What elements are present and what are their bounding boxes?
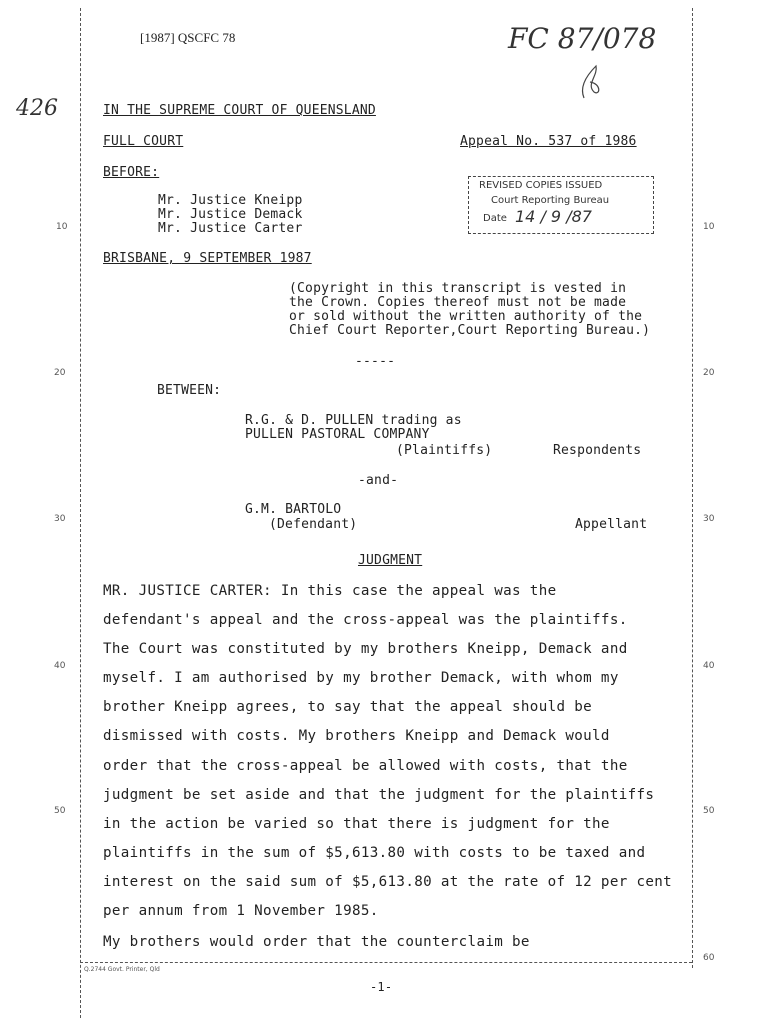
plaintiff-company: PULLEN PASTORAL COMPANY [245,427,430,442]
copyright-line: or sold without the written authority of the [289,309,643,324]
line-number-right: 50 [703,806,715,816]
place-date: BRISBANE, 9 SEPTEMBER 1987 [103,251,312,266]
judgment-line: plaintiffs in the sum of $5,613.80 with costs to be taxed and [103,845,646,861]
line-number-left: 40 [54,661,66,671]
stamp-date-value: 14 / 9 /87 [515,207,592,226]
judgment-line: MR. JUSTICE CARTER: In this case the appeal was the [103,583,557,599]
judgment-line: in the action be varied so that there is judgment for the [103,816,610,832]
copyright-line: (Copyright in this transcript is vested in [289,281,627,296]
line-number-right: 40 [703,661,715,671]
line-number-left: 50 [54,806,66,816]
judge-name: Mr. Justice Carter [158,221,303,236]
judge-name: Mr. Justice Demack [158,207,303,222]
between-label: BETWEEN: [157,383,222,398]
copyright-line: Chief Court Reporter,Court Reporting Bureau.) [289,323,651,338]
plaintiff-role: (Plaintiffs) [396,443,493,458]
plaintiff-status: Respondents [553,443,642,458]
judgment-line: interest on the said sum of $5,613.80 at the rate of 12 per cent [103,874,673,890]
separator: ----- [355,354,396,369]
appeal-number: Appeal No. 537 of 1986 [460,134,637,149]
stamp-line-1: REVISED COPIES ISSUED [479,180,603,191]
handwritten-initials-signature [572,62,612,102]
judgment-line: My brothers would order that the counterclaim be [103,934,530,950]
judgment-heading: JUDGMENT [358,553,423,568]
judgment-line: judgment be set aside and that the judgment for the plaintiffs [103,787,655,803]
judgment-line: per annum from 1 November 1985. [103,903,379,919]
before-label: BEFORE: [103,165,160,180]
stamp-date-label: Date [483,213,507,224]
judgment-line: brother Kneipp agrees, to say that the appeal should be [103,699,593,715]
citation: [1987] QSCFC 78 [140,30,236,45]
line-number-left: 20 [54,368,66,378]
stamp-line-2: Court Reporting Bureau [491,195,610,206]
judgment-line: defendant's appeal and the cross-appeal was the plaintiffs. [103,612,628,628]
line-number-left: 30 [54,514,66,524]
judge-name: Mr. Justice Kneipp [158,193,303,208]
line-number-right: 30 [703,514,715,524]
line-number-right: 60 [703,953,715,963]
judgment-line: The Court was constituted by my brothers Kneipp, Demack and [103,641,628,657]
and-separator: -and- [358,473,399,488]
judgment-line: myself. I am authorised by my brother Demack, with whom my [103,670,619,686]
judgment-line: order that the cross-appeal be allowed with costs, that the [103,758,628,774]
bottom-rule [80,962,692,963]
division: FULL COURT [103,134,184,149]
copyright-line: the Crown. Copies thereof must not be made [289,295,627,310]
page-number: -1- [370,980,393,994]
defendant-status: Appellant [575,517,648,532]
printer-imprint: Q.2744 Govt. Printer, Qld [84,966,160,973]
plaintiff-name: R.G. & D. PULLEN trading as [245,413,462,428]
line-number-right: 20 [703,368,715,378]
line-number-right: 10 [703,222,715,232]
defendant-name: G.M. BARTOLO [245,502,342,517]
handwritten-file-number: FC 87/078 [508,22,657,55]
defendant-role: (Defendant) [269,517,358,532]
left-margin-rule [80,8,81,1018]
judgment-line: dismissed with costs. My brothers Kneipp and Demack would [103,728,610,744]
right-margin-rule [692,8,693,968]
line-number-left: 10 [56,222,68,232]
handwritten-margin-note: 426 [16,96,58,121]
revised-copies-stamp [468,176,654,234]
court-name: IN THE SUPREME COURT OF QUEENSLAND [103,103,376,118]
